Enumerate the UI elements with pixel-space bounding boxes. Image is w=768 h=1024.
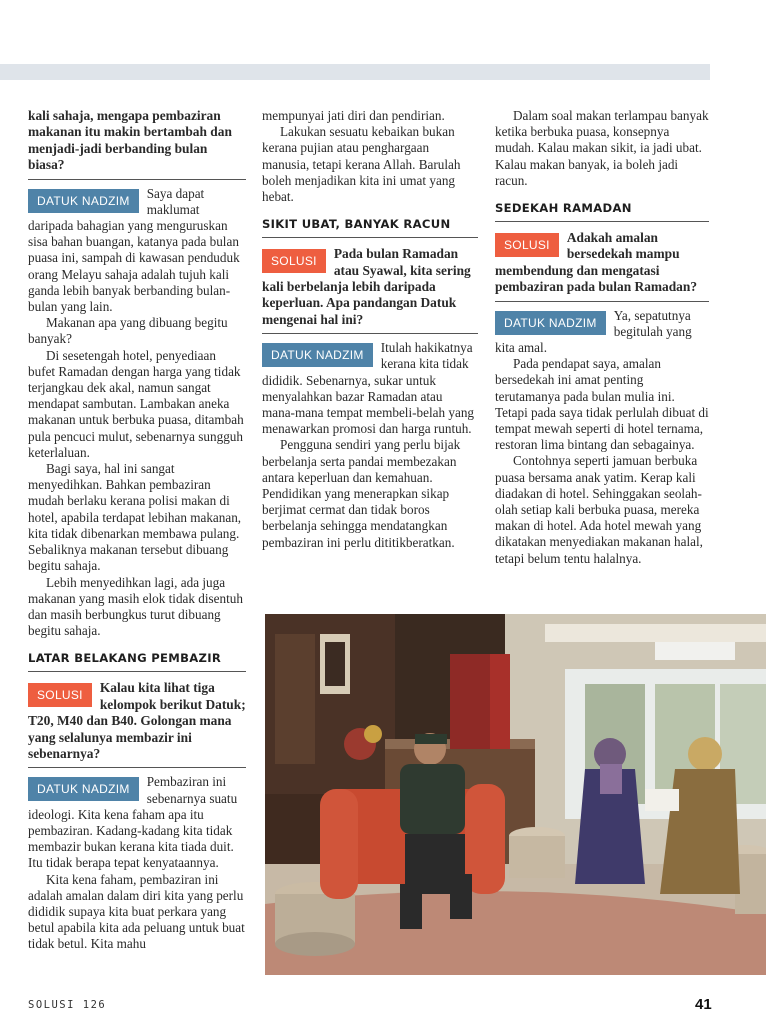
interview-photo (265, 614, 766, 975)
answer-paragraph: Lebih menyedihkan lagi, ada juga makanan yang masih elok tidak disentuh dan masih berbungkus turut dibuang begitu sahaja. (28, 574, 243, 639)
page-number: 41 (695, 996, 712, 1013)
datuk-nadzim-badge: DATUK NADZIM (262, 343, 373, 367)
divider (262, 333, 478, 334)
answer-paragraph: Ya, sepatutnya begitulah yang kita amal. (495, 307, 692, 356)
answer-paragraph: Pengguna sendiri yang perlu bijak berbelanja serta pandai membezakan antara keperluan dan kemahuan. Pendidikan yang menerapkan sikap berjimat cermat dan tidak boros berbelanja sehingga mendatangkan pembaziran ini perlu dititikberatkan. (262, 437, 461, 550)
answer-paragraph: mempunyai jati diri dan pendirian. (262, 108, 445, 123)
divider (28, 671, 246, 672)
datuk-nadzim-badge: DATUK NADZIM (28, 189, 139, 213)
solusi-badge: SOLUSI (28, 683, 92, 707)
question-text: Kalau kita lihat tiga kelompok berikut Datuk; T20, M40 dan B40. Golongan mana yang selalunya membazir ini sebenarnya? (28, 680, 246, 761)
solusi-badge: SOLUSI (262, 249, 326, 273)
top-band (0, 64, 710, 80)
section-heading-latar-belakang: LATAR BELAKANG PEMBAZIR (28, 651, 222, 666)
answer-paragraph: Bagi saya, hal ini sangat menyedihkan. Bahkan pembaziran mudah berlaku kerana polisi makan di hotel, apabila terdapat lebihan makanan, kita tidak dibenarkan membawa pulang. Sebaliknya makanan tersebut dibuang begitu sahaja. (28, 461, 242, 574)
divider (28, 179, 246, 180)
answer-paragraph: Pada pendapat saya, amalan bersedekah ini amat penting terutamanya pada bulan mulia ini. Tetapi pada saya tidak perlulah dibuat di tempat mewah seperti di hotel ternama, restoran lima bintang dan sebagainya. (495, 356, 709, 453)
column-2 (262, 108, 478, 551)
section-heading-sikit-ubat: SIKIT UBAT, BANYAK RACUN (262, 217, 451, 232)
divider (495, 221, 709, 222)
datuk-nadzim-badge: DATUK NADZIM (28, 777, 139, 801)
answer-paragraph: Di sesetengah hotel, penyediaan bufet Ramadan dengan harga yang tidak terjangkau dek akal, namun sangat mendapat sambutan. Lambakan aneka makanan untuk berbuka puasa, ditambah pula pencuci mulut, sebenarnya sungguh keterlaluan. (28, 347, 244, 460)
section-heading-sedekah-ramadan: SEDEKAH RAMADAN (495, 201, 632, 216)
question-intro: kali sahaja, mengapa pembaziran makanan itu makin bertambah dan menjadi-jadi berbanding bulan biasa? (28, 108, 232, 173)
question-text: Pada bulan Ramadan atau Syawal, kita sering kali berbelanja lebih daripada keperluan. Apa pandangan Datuk mengenai hal ini? (262, 246, 471, 327)
answer-paragraph: Makanan apa yang dibuang begitu banyak? (28, 315, 228, 347)
datuk-nadzim-badge: DATUK NADZIM (495, 311, 606, 335)
divider (495, 301, 709, 302)
answer-paragraph: Dalam soal makan terlampau banyak ketika berbuka puasa, konsepnya mudah. Kalau makan sikit, ia jadi ubat. Kalau makan banyak, ia boleh jadi racun. (495, 108, 709, 188)
column-1 (28, 108, 246, 953)
answer-paragraph: Pembaziran ini sebenarnya suatu ideologi. Kita kena faham apa itu pembaziran. Kadang-kadang kita tidak membazir bukan kerana kita tiada duit. Itu tidak berapa tepat kenyataannya. (28, 774, 238, 871)
footer-magazine-issue: SOLUSI 126 (28, 999, 107, 1011)
divider (28, 767, 246, 768)
column-3 (495, 108, 709, 567)
answer-paragraph: Saya dapat maklumat daripada bahagian yang menguruskan sisa bahan buangan, katanya pada bulan puasa ini, sampah di kawasan penduduk orang Melayu sahaja adalah tujuh kali ganda lebih banyak berbanding bulan-bulan yang lain. (28, 185, 240, 315)
answer-paragraph: Lakukan sesuatu kebaikan bukan kerana pujian atau penghargaan manusia, tetapi kerana Allah. Barulah boleh menjadikan kita ini umat yang hebat. (262, 124, 461, 205)
solusi-badge: SOLUSI (495, 233, 559, 257)
divider (262, 237, 478, 238)
question-text: Adakah amalan bersedekah mampu membendung dan mengatasi pembaziran pada bulan Ramadan? (495, 230, 698, 295)
answer-paragraph: Kita kena faham, pembaziran ini adalah amalan dalam diri kita yang perlu dididik supaya kita buat perkara yang betul apabila kita ada peluang untuk buat tidak betul. Kita mahu (28, 871, 245, 952)
answer-paragraph: Itulah hakikatnya kerana kita tidak dididik. Sebenarnya, sukar untuk menyalahkan bazar Ramadan atau mana-mana tempat membeli-belah yang menawarkan promosi dan harga runtuh. (262, 340, 475, 437)
answer-paragraph: Contohnya seperti jamuan berbuka puasa bersama anak yatim. Kerap kali diadakan di hotel. Sehinggakan seolah-olah setiap kali berbuka puasa, mereka makan di hotel. Ada hotel mewah yang dikatakan menyediakan makanan halal, tetapi belum tentu halalnya. (495, 453, 703, 566)
